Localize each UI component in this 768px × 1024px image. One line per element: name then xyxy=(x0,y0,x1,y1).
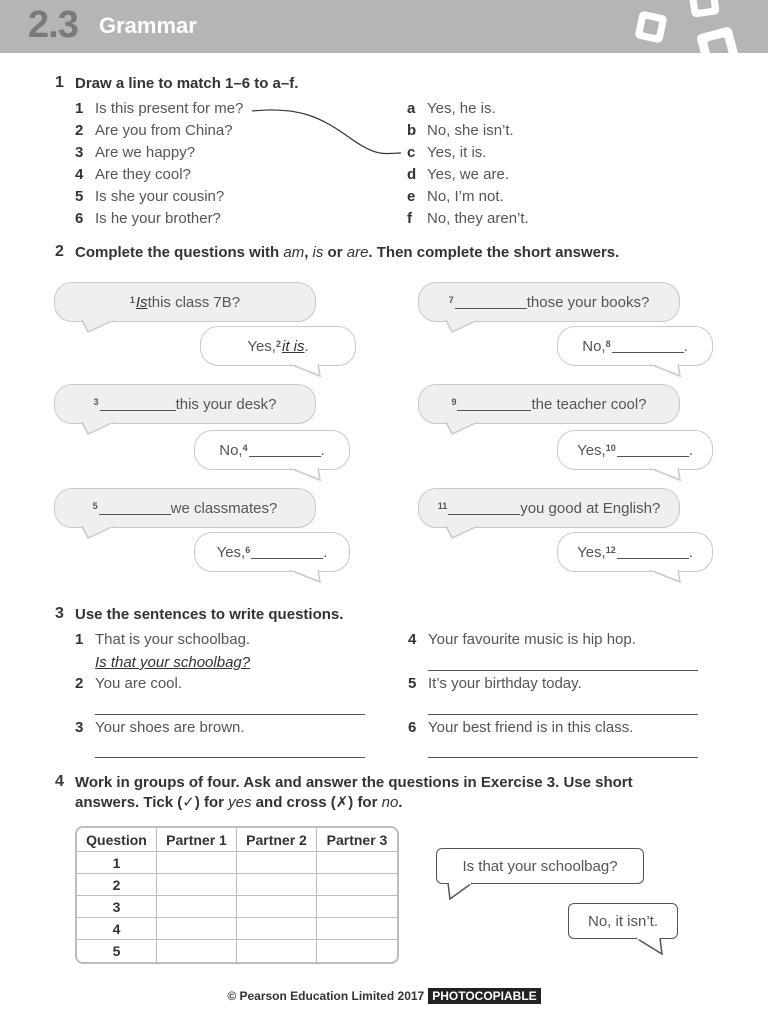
question-text: Is she your cousin? xyxy=(95,188,225,205)
answer-bubble-4: No, 4 . xyxy=(194,430,350,470)
ex3-item-6: 6 Your best friend is in this class. xyxy=(408,719,634,736)
copyright: © Pearson Education Limited 2017 xyxy=(227,989,425,1003)
tick-cell[interactable] xyxy=(157,918,237,940)
col-header: Partner 3 xyxy=(317,828,397,852)
blank-5[interactable] xyxy=(99,501,171,515)
blank-7[interactable] xyxy=(455,295,527,309)
tick-cell[interactable] xyxy=(317,896,397,918)
question-text: Are they cool? xyxy=(95,166,191,183)
exercise-4-number: 4 xyxy=(55,773,64,790)
tick-cell[interactable] xyxy=(157,896,237,918)
answer-text: Yes, we are. xyxy=(427,166,509,183)
question-bubble-11: 11 you good at English? xyxy=(418,488,680,528)
blank-3[interactable] xyxy=(100,397,176,411)
answer-text: No, they aren’t. xyxy=(427,210,529,227)
exercise-3-number: 3 xyxy=(55,605,64,622)
question-text: Are you from China? xyxy=(95,122,233,139)
ex3-item-5: 5 It’s your birthday today. xyxy=(408,675,582,692)
exercise-3-instruction: Use the sentences to write questions. xyxy=(75,606,344,623)
speech-bubble-question: Is that your schoolbag? xyxy=(436,848,644,884)
bubble-tail xyxy=(446,882,482,902)
item-letter: f xyxy=(407,210,412,227)
bubble-tail xyxy=(648,568,688,584)
tick-cell[interactable] xyxy=(317,852,397,874)
answer-bubble-8: No, 8 . xyxy=(557,326,713,366)
answer-bubble-12: Yes, 12 . xyxy=(557,532,713,572)
blank-11[interactable] xyxy=(448,501,520,515)
item-letter: c xyxy=(407,144,416,161)
tick-cell[interactable] xyxy=(157,852,237,874)
item-letter: b xyxy=(407,122,417,139)
blank-8[interactable] xyxy=(612,339,684,353)
answer-text: Yes, he is. xyxy=(427,100,496,117)
question-text: Is he your brother? xyxy=(95,210,221,227)
tick-cell[interactable] xyxy=(157,940,237,962)
bubble-tail xyxy=(80,318,120,334)
unit-number: 2.3 xyxy=(28,4,78,46)
blank-9[interactable] xyxy=(457,397,531,411)
footer xyxy=(0,988,768,1004)
partner-table xyxy=(75,826,399,964)
ex3-answer-line-3[interactable] xyxy=(95,757,365,758)
answer-text: No, she isn’t. xyxy=(427,122,514,139)
ex1-answer-f xyxy=(407,210,529,227)
tick-cell[interactable] xyxy=(317,874,397,896)
ex3-item-1: 1 That is your schoolbag. xyxy=(75,631,251,648)
tick-cell[interactable] xyxy=(237,940,317,962)
ex3-model-answer: Is that your schoolbag? xyxy=(95,654,251,671)
question-text: Is this present for me? xyxy=(95,100,244,117)
tick-cell[interactable] xyxy=(237,874,317,896)
exercise-4-instruction: Work in groups of four. Ask and answer the questions in Exercise 3. Use short answers. Tick (✓) for yes and cross (✗) for no. xyxy=(75,774,633,811)
tick-cell[interactable] xyxy=(157,874,237,896)
answer-text: No, I’m not. xyxy=(427,188,504,205)
ex3-item-4: 4 Your favourite music is hip hop. xyxy=(408,631,636,648)
question-bubble-9: 9 the teacher cool? xyxy=(418,384,680,424)
question-text: Are we happy? xyxy=(95,144,196,161)
blank-10[interactable] xyxy=(617,443,689,457)
photocopiable-badge: PHOTOCOPIABLE xyxy=(428,988,540,1004)
unit-title: Grammar xyxy=(99,13,197,38)
exercise-1-number: 1 xyxy=(55,74,64,91)
blank-6[interactable] xyxy=(251,545,323,559)
question-bubble-7: 7 those your books? xyxy=(418,282,680,322)
ex3-answer-line-5[interactable] xyxy=(428,714,698,715)
item-number: 1 xyxy=(75,100,84,117)
item-number: 4 xyxy=(75,166,84,183)
question-bubble-5: 5 we classmates? xyxy=(54,488,316,528)
bubble-tail xyxy=(80,524,120,540)
bubble-tail xyxy=(288,466,328,482)
table-row: 3 xyxy=(77,896,397,918)
bubble-tail xyxy=(444,420,484,436)
bubble-tail xyxy=(632,937,668,957)
item-letter: a xyxy=(407,100,416,117)
answer-bubble-2: Yes, 2 it is . xyxy=(200,326,356,366)
exercise-1-instruction: Draw a line to match 1–6 to a–f. xyxy=(75,75,299,92)
ex3-item-3: 3 Your shoes are brown. xyxy=(75,719,245,736)
tick-cell[interactable] xyxy=(237,852,317,874)
tick-cell[interactable] xyxy=(317,940,397,962)
col-header: Partner 1 xyxy=(157,828,237,852)
item-number: 5 xyxy=(75,188,84,205)
ex3-answer-line-4[interactable] xyxy=(428,670,698,671)
bubble-tail xyxy=(648,362,688,378)
table-row: 5 xyxy=(77,940,397,962)
table-row: 2 xyxy=(77,874,397,896)
item-number: 6 xyxy=(75,210,84,227)
example-match-line xyxy=(0,0,768,200)
tick-cell[interactable] xyxy=(237,918,317,940)
col-header: Partner 2 xyxy=(237,828,317,852)
bubble-tail xyxy=(80,420,120,436)
bubble-tail xyxy=(444,524,484,540)
bubble-tail xyxy=(288,568,328,584)
exercise-2-number: 2 xyxy=(55,243,64,260)
tick-cell[interactable] xyxy=(237,896,317,918)
table-row: 4 xyxy=(77,918,397,940)
ex1-question-6 xyxy=(75,210,221,227)
question-bubble-1: 1 Is this class 7B? xyxy=(54,282,316,322)
exercise-2-instruction: Complete the questions with am, is or are. Then complete the short answers. xyxy=(75,244,620,261)
bubble-tail xyxy=(444,318,484,334)
blank-12[interactable] xyxy=(617,545,689,559)
table-row: 1 xyxy=(77,852,397,874)
answer-bubble-10: Yes, 10 . xyxy=(557,430,713,470)
question-bubble-3: 3 this your desk? xyxy=(54,384,316,424)
example-answer-1: Is xyxy=(135,293,148,311)
item-letter: e xyxy=(407,188,416,205)
answer-text: Yes, it is. xyxy=(427,144,487,161)
ex3-answer-line-6[interactable] xyxy=(428,757,698,758)
item-letter: d xyxy=(407,166,417,183)
bubble-tail xyxy=(288,362,328,378)
example-answer-2: it is xyxy=(281,337,305,355)
item-number: 3 xyxy=(75,144,84,161)
item-number: 2 xyxy=(75,122,84,139)
ex3-item-2: 2 You are cool. xyxy=(75,675,183,692)
answer-bubble-6: Yes, 6 . xyxy=(194,532,350,572)
ex3-answer-line-2[interactable] xyxy=(95,714,365,715)
col-header: Question xyxy=(77,828,157,852)
bubble-tail xyxy=(648,466,688,482)
blank-4[interactable] xyxy=(249,443,321,457)
speech-bubble-answer: No, it isn’t. xyxy=(568,903,678,939)
tick-cell[interactable] xyxy=(317,918,397,940)
